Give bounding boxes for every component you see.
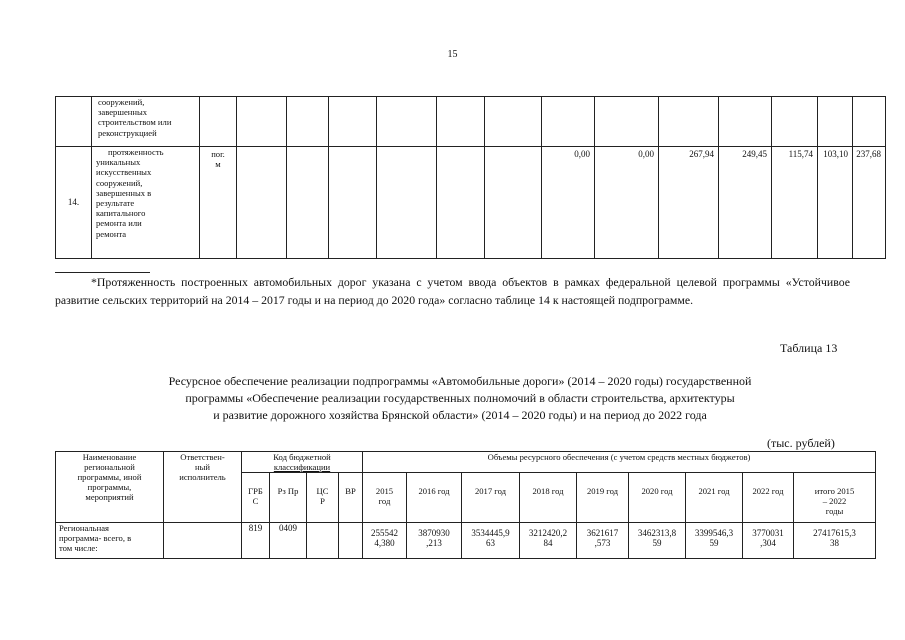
text-line: м bbox=[215, 159, 221, 170]
footnote: *Протяженность построенных автомобильных дорог указана с учетом ввода объектов в рамках федеральной целевой программы «Устойчивое развитие сельских территорий на 2014 – 2017 годы и на период до 2020 года» согласно таблице 14 к настоящей подпрограмме. bbox=[55, 275, 850, 307]
text-line: исполнитель bbox=[179, 472, 226, 482]
text-line: 3399546,3 bbox=[694, 528, 734, 538]
resource-table bbox=[55, 451, 876, 559]
page-number: 15 bbox=[447, 49, 458, 60]
text-line: 59 bbox=[709, 538, 719, 548]
text-line: региональной bbox=[84, 462, 135, 472]
table-row bbox=[56, 523, 876, 559]
header-executor bbox=[164, 452, 242, 523]
header-year: 2017 год bbox=[462, 473, 520, 523]
value-cell: 267,94 bbox=[659, 147, 719, 259]
executor-cell bbox=[164, 523, 242, 559]
value-cell: 237,68 bbox=[853, 147, 886, 259]
header-vr: ВР bbox=[339, 473, 363, 523]
text-line: ,304 bbox=[760, 538, 776, 548]
text-line: 3870930 bbox=[418, 528, 450, 538]
text-line: уникальных bbox=[96, 157, 141, 168]
text-line: пог. bbox=[211, 149, 225, 159]
text-line: ремонта bbox=[96, 228, 127, 239]
table-cell bbox=[595, 97, 659, 147]
header-year: 2020 год bbox=[629, 473, 686, 523]
table-row bbox=[56, 97, 886, 147]
header-grbs bbox=[242, 473, 270, 523]
text-line: ,213 bbox=[426, 538, 442, 548]
header-year: 2018 год bbox=[520, 473, 577, 523]
value-cell bbox=[577, 523, 629, 559]
text-line: реконструкцией bbox=[98, 127, 157, 138]
text-line: Р bbox=[320, 496, 325, 506]
text-line: строительством или bbox=[98, 117, 172, 128]
text-line: ЦС bbox=[316, 486, 329, 496]
value-cell bbox=[462, 523, 520, 559]
header-year-2015 bbox=[363, 473, 407, 523]
text-line: Наименование bbox=[82, 452, 137, 462]
text-line: программы, bbox=[87, 482, 132, 492]
text-line: ремонта или bbox=[96, 218, 142, 229]
indicator-description bbox=[92, 97, 200, 147]
rzpr-cell: 0409 bbox=[270, 523, 307, 559]
text-line: годы bbox=[825, 506, 844, 516]
value-cell: 0,00 bbox=[542, 147, 595, 259]
value-cell: 249,45 bbox=[719, 147, 772, 259]
value-cell bbox=[363, 523, 407, 559]
table-cell bbox=[818, 97, 853, 147]
header-year: 2022 год bbox=[743, 473, 794, 523]
text-line: классификации bbox=[273, 462, 331, 472]
text-line: 3621617 bbox=[586, 528, 619, 538]
text-line: Код бюджетной bbox=[273, 452, 331, 462]
text-line: – 2022 bbox=[822, 496, 847, 506]
units-label: (тыс. рублей) bbox=[767, 436, 835, 450]
text-line: 3462313,8 bbox=[637, 528, 677, 538]
table-cell bbox=[485, 97, 542, 147]
table-cell bbox=[542, 97, 595, 147]
header-budget-code bbox=[242, 452, 363, 473]
table-cell bbox=[437, 97, 485, 147]
table-cell bbox=[485, 147, 542, 259]
value-cell bbox=[743, 523, 794, 559]
text-line: результате bbox=[96, 198, 135, 209]
table-cell bbox=[853, 97, 886, 147]
unit-cell bbox=[200, 147, 237, 259]
value-cell: 103,10 bbox=[818, 147, 853, 259]
indicator-description bbox=[92, 147, 200, 259]
text-line: 27417615,3 bbox=[813, 528, 856, 538]
text-line: капитального bbox=[96, 208, 146, 219]
table-cell bbox=[237, 147, 287, 259]
header-year: 2019 год bbox=[577, 473, 629, 523]
text-line: 3212420,2 bbox=[528, 528, 568, 538]
text-line: 4,380 bbox=[374, 538, 395, 548]
header-row bbox=[56, 452, 876, 473]
text-line: искусственных bbox=[96, 167, 152, 178]
text-line: ный bbox=[195, 462, 210, 472]
text-line: 59 bbox=[652, 538, 662, 548]
program-name bbox=[56, 523, 164, 559]
text-line: сооружений, bbox=[98, 97, 145, 107]
heading-line: и развитие дорожного хозяйства Брянской области» (2014 – 2020 годы) и на период до 2022 года bbox=[213, 408, 707, 422]
text-line: завершенных в bbox=[96, 187, 152, 198]
table-heading bbox=[80, 373, 840, 424]
table-cell bbox=[200, 97, 237, 147]
table-cell bbox=[659, 97, 719, 147]
row-number: 14. bbox=[56, 147, 92, 259]
total-cell bbox=[794, 523, 876, 559]
grbs-cell: 819 bbox=[242, 523, 270, 559]
text-line: 3534445,9 bbox=[471, 528, 510, 538]
table-cell bbox=[56, 97, 92, 147]
table-cell bbox=[329, 97, 377, 147]
vr-cell bbox=[339, 523, 363, 559]
text-line: год bbox=[378, 496, 391, 506]
text-line: 63 bbox=[486, 538, 495, 548]
text-line: С bbox=[252, 496, 259, 506]
text-line: том числе: bbox=[59, 543, 98, 553]
text-line: ,573 bbox=[594, 538, 611, 548]
value-cell bbox=[407, 523, 462, 559]
header-year: 2021 год bbox=[686, 473, 743, 523]
text-line: 38 bbox=[830, 538, 840, 548]
text-line: протяженность bbox=[108, 147, 164, 157]
text-line: сооружений, bbox=[96, 177, 143, 188]
text-line: мероприятий bbox=[85, 492, 134, 502]
table-cell bbox=[237, 97, 287, 147]
header-name bbox=[56, 452, 164, 523]
table-cell bbox=[377, 147, 437, 259]
text-line: ГРБ bbox=[248, 486, 263, 496]
csr-cell bbox=[307, 523, 339, 559]
table-cell bbox=[719, 97, 772, 147]
header-csr bbox=[307, 473, 339, 523]
text-line: программа- всего, в bbox=[59, 533, 132, 543]
header-rzpr: Рз Пр bbox=[270, 473, 307, 523]
table-cell bbox=[287, 147, 329, 259]
header-year: 2016 год bbox=[407, 473, 462, 523]
table-cell bbox=[329, 147, 377, 259]
table-row bbox=[56, 147, 886, 259]
text-line: 84 bbox=[543, 538, 553, 548]
text-line: Региональная bbox=[59, 523, 109, 533]
text-line: итого 2015 bbox=[814, 486, 855, 496]
value-cell bbox=[520, 523, 577, 559]
heading-line: программы «Обеспечение реализации государственных полномочий в области строительства, архитектуры bbox=[185, 391, 735, 405]
text-line: 3770031 bbox=[752, 528, 784, 538]
text-line: 255542 bbox=[371, 528, 398, 538]
header-volumes: Объемы ресурсного обеспечения (с учетом средств местных бюджетов) bbox=[363, 452, 876, 473]
text-line: 2015 bbox=[375, 486, 394, 496]
indicators-table bbox=[55, 96, 886, 259]
text-line: завершенных bbox=[98, 107, 148, 118]
header-total bbox=[794, 473, 876, 523]
table-cell bbox=[287, 97, 329, 147]
text-line: программы, иной bbox=[77, 472, 142, 482]
table-cell bbox=[377, 97, 437, 147]
text-line: Ответствен- bbox=[180, 452, 225, 462]
value-cell bbox=[629, 523, 686, 559]
table-label: Таблица 13 bbox=[780, 341, 838, 355]
table-cell bbox=[437, 147, 485, 259]
heading-line: Ресурсное обеспечение реализации подпрограммы «Автомобильные дороги» (2014 – 2020 годы) государственной bbox=[168, 374, 752, 388]
value-cell: 115,74 bbox=[772, 147, 818, 259]
value-cell: 0,00 bbox=[595, 147, 659, 259]
value-cell bbox=[686, 523, 743, 559]
table-cell bbox=[772, 97, 818, 147]
